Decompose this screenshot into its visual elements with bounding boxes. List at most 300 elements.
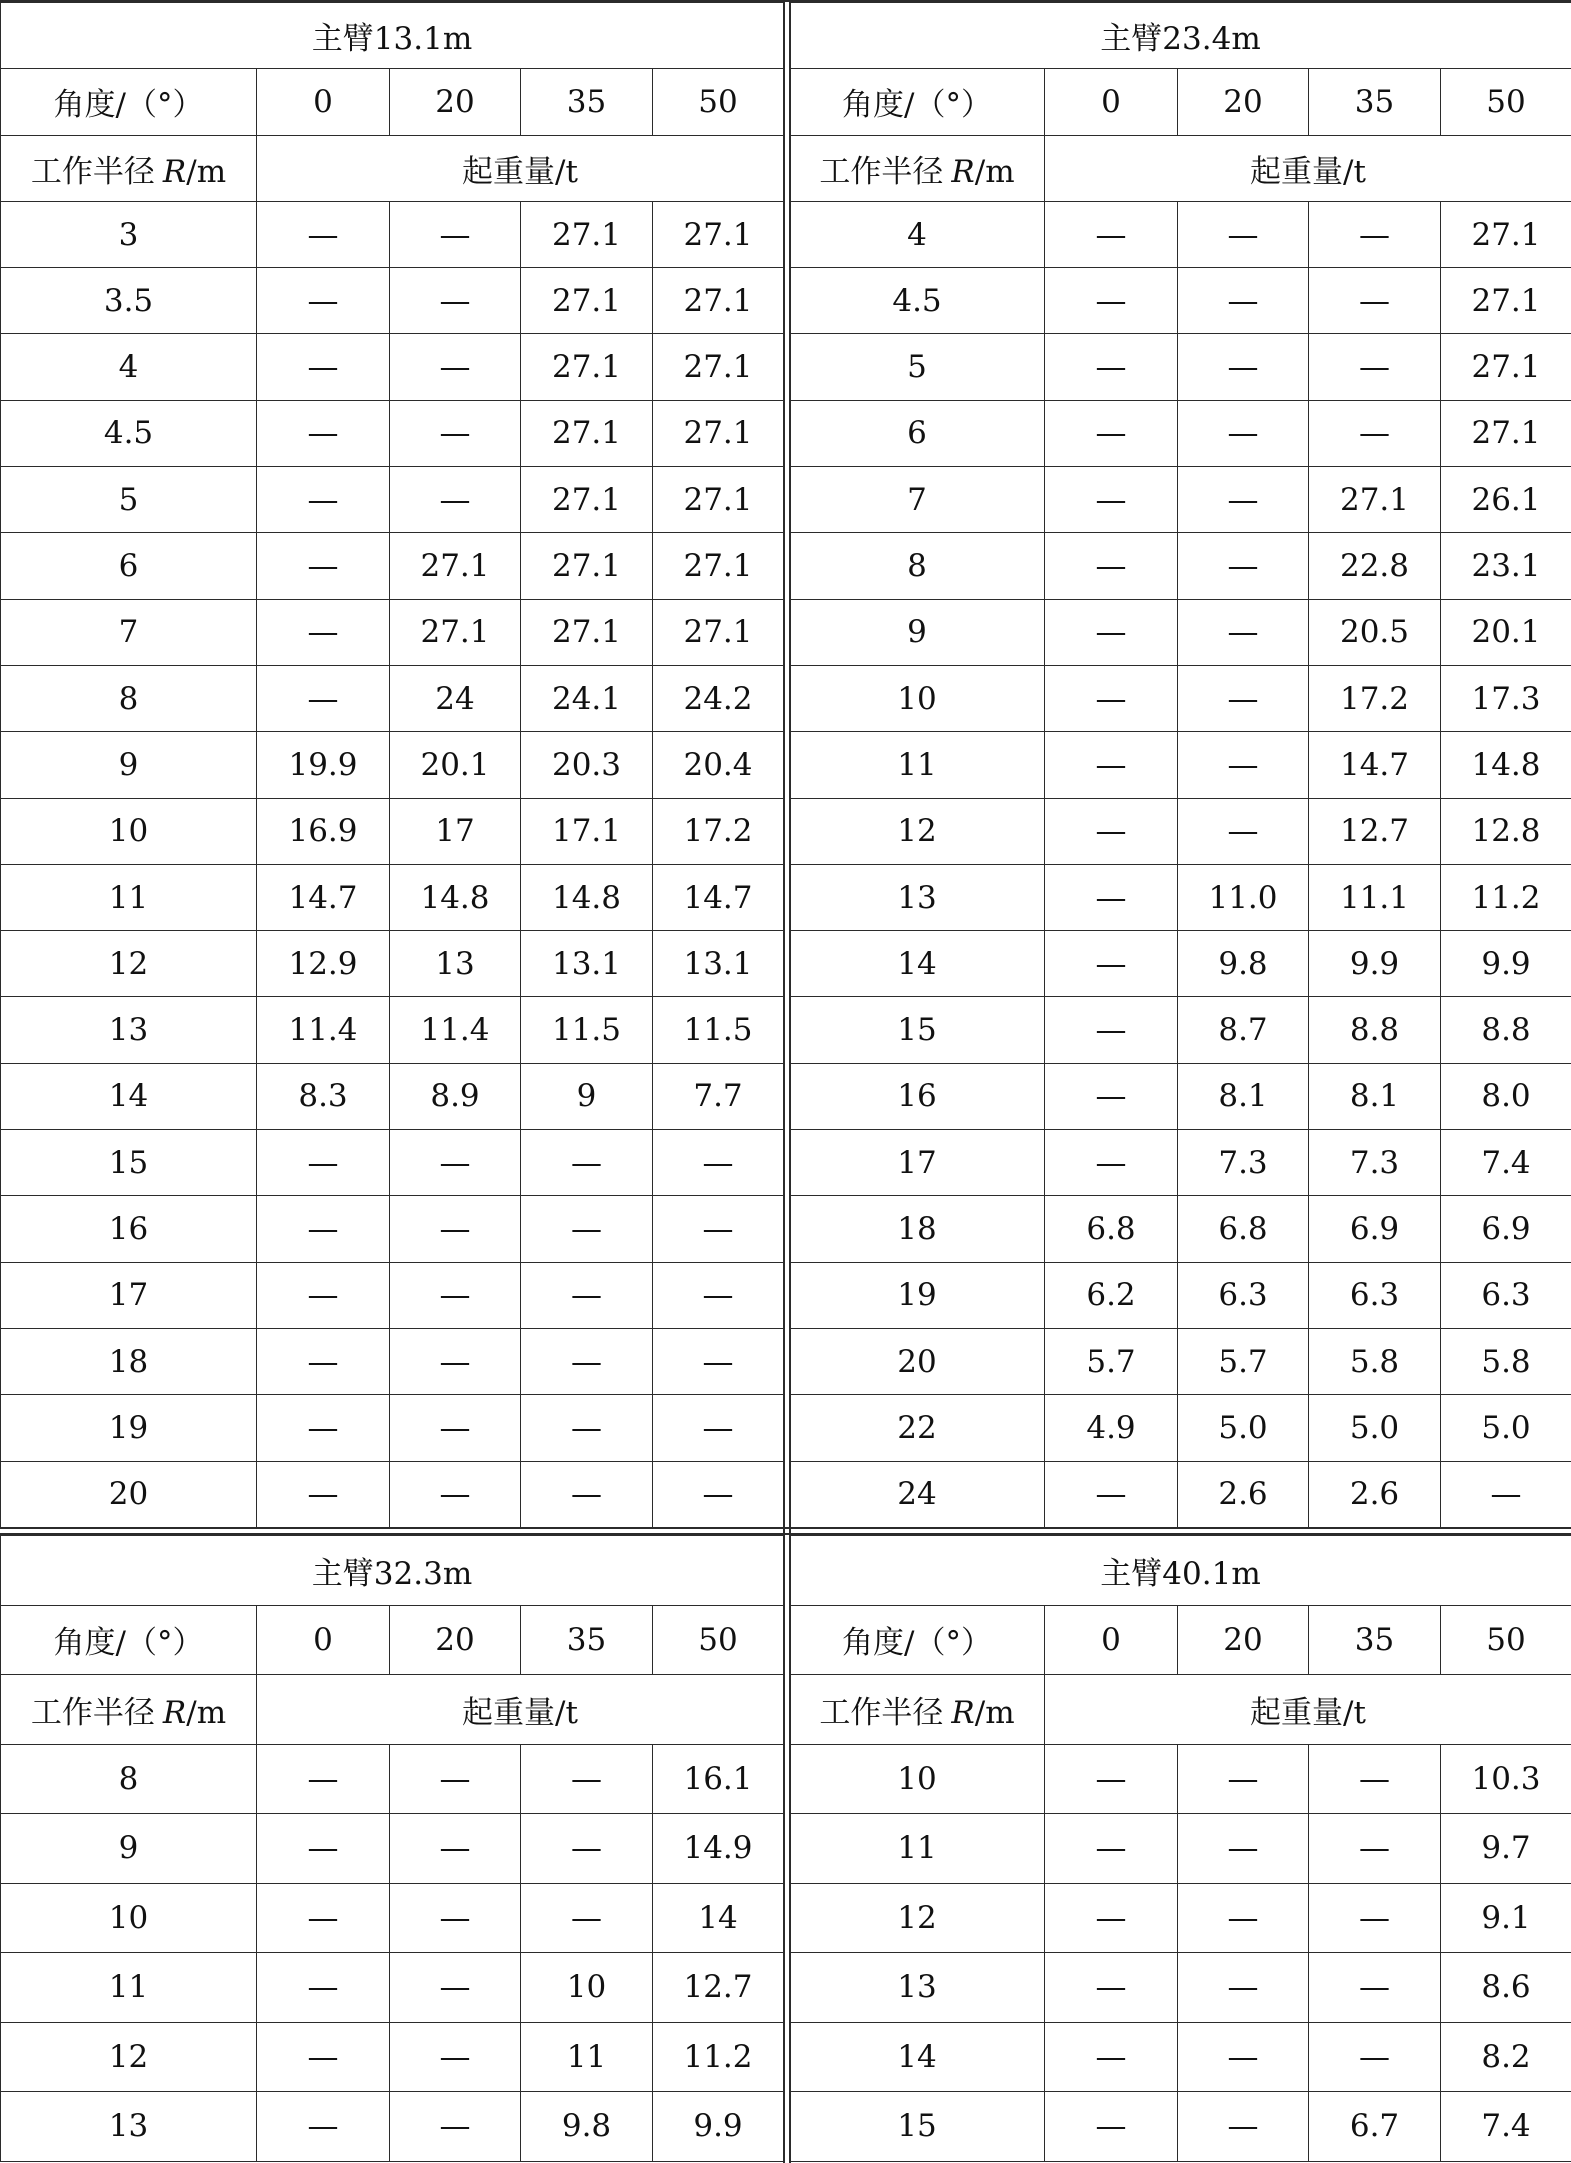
capacity-cell: — — [257, 533, 390, 599]
capacity-cell: — — [1045, 1063, 1178, 1129]
capacity-cell: 27.1 — [1441, 334, 1571, 400]
capacity-cell: — — [390, 467, 521, 533]
capacity-cell: 27.1 — [521, 599, 653, 665]
angle-value: 0 — [257, 1605, 390, 1675]
radius-capacity-header-row — [790, 1675, 1571, 1745]
capacity-cell: — — [521, 1883, 653, 1953]
radius-cell: 11 — [790, 1814, 1045, 1884]
capacity-cell: 20.3 — [521, 732, 653, 798]
angle-label: 角度/（°） — [1, 69, 257, 135]
capacity-cell: — — [521, 1328, 653, 1394]
capacity-cell: 27.1 — [1309, 467, 1441, 533]
capacity-cell: — — [1045, 732, 1178, 798]
capacity-cell: 5.7 — [1178, 1328, 1309, 1394]
load-table-boom-32-3m — [0, 1535, 784, 2162]
radius-cell: 3.5 — [1, 268, 257, 334]
capacity-cell: 5.8 — [1441, 1328, 1571, 1394]
capacity-cell: — — [1178, 599, 1309, 665]
capacity-cell: 9 — [521, 1063, 653, 1129]
radius-unit: /m — [974, 153, 1015, 190]
capacity-cell: 27.1 — [521, 467, 653, 533]
capacity-cell: 12.7 — [653, 1953, 784, 2023]
radius-cell: 7 — [1, 599, 257, 665]
table-row — [790, 931, 1571, 997]
capacity-label: 起重量/t — [257, 135, 784, 201]
capacity-cell: — — [1309, 1953, 1441, 2023]
capacity-cell: 27.1 — [653, 201, 784, 267]
capacity-cell: 27.1 — [653, 599, 784, 665]
capacity-cell: — — [1045, 1814, 1178, 1884]
capacity-cell: — — [1045, 1130, 1178, 1196]
radius-cell: 7 — [790, 467, 1045, 533]
table-row — [790, 665, 1571, 731]
radius-cell: 8 — [790, 533, 1045, 599]
capacity-cell: 7.3 — [1309, 1130, 1441, 1196]
capacity-cell: — — [257, 400, 390, 466]
load-table-boom-40-1m — [789, 1535, 1571, 2162]
capacity-cell: 27.1 — [1441, 268, 1571, 334]
capacity-cell: 13.1 — [521, 931, 653, 997]
boom-length-title: 主臂32.3m — [1, 1536, 784, 1606]
radius-label — [1, 135, 257, 201]
capacity-cell: 23.1 — [1441, 533, 1571, 599]
capacity-cell: 2.6 — [1309, 1461, 1441, 1527]
capacity-cell: 24.1 — [521, 665, 653, 731]
table-row — [790, 1883, 1571, 1953]
capacity-cell: — — [390, 1883, 521, 1953]
angle-value: 35 — [1309, 69, 1441, 135]
capacity-cell: 7.3 — [1178, 1130, 1309, 1196]
table-row — [790, 201, 1571, 267]
capacity-cell: — — [257, 1461, 390, 1527]
capacity-cell: 17.2 — [1309, 665, 1441, 731]
radius-cell: 12 — [790, 1883, 1045, 1953]
capacity-cell: — — [1045, 268, 1178, 334]
table-row — [790, 864, 1571, 930]
table-row — [1, 1063, 784, 1129]
capacity-cell: 8.0 — [1441, 1063, 1571, 1129]
capacity-cell: — — [257, 665, 390, 731]
capacity-cell: — — [1309, 400, 1441, 466]
capacity-cell: 9.9 — [653, 2092, 784, 2162]
radius-label — [1, 1675, 257, 1745]
capacity-cell: 9.7 — [1441, 1814, 1571, 1884]
angle-header-row — [1, 1605, 784, 1675]
capacity-cell: — — [257, 268, 390, 334]
table-row — [1, 334, 784, 400]
table-row — [790, 1063, 1571, 1129]
capacity-cell: — — [390, 400, 521, 466]
table-row — [790, 997, 1571, 1063]
capacity-cell: — — [257, 1262, 390, 1328]
capacity-cell: — — [1045, 931, 1178, 997]
capacity-cell: — — [1045, 467, 1178, 533]
capacity-cell: — — [1045, 533, 1178, 599]
capacity-cell: 6.8 — [1178, 1196, 1309, 1262]
capacity-cell: 7.4 — [1441, 1130, 1571, 1196]
capacity-cell: — — [1178, 268, 1309, 334]
capacity-cell: — — [1045, 599, 1178, 665]
capacity-cell: — — [390, 1328, 521, 1394]
angle-value: 0 — [257, 69, 390, 135]
capacity-cell: 9.1 — [1441, 1883, 1571, 1953]
table-row — [790, 1814, 1571, 1884]
angle-header-row — [790, 69, 1571, 135]
capacity-cell: 8.8 — [1309, 997, 1441, 1063]
table-row — [790, 400, 1571, 466]
boom-length-title: 主臂40.1m — [790, 1536, 1571, 1606]
capacity-cell: — — [257, 2092, 390, 2162]
capacity-cell: 14.9 — [653, 1814, 784, 1884]
capacity-cell: 17.3 — [1441, 665, 1571, 731]
capacity-cell: — — [1045, 997, 1178, 1063]
table-row — [1, 1130, 784, 1196]
radius-cell: 9 — [1, 1814, 257, 1884]
radius-cell: 12 — [790, 798, 1045, 864]
radius-unit: /m — [974, 1694, 1015, 1731]
title-row — [790, 1536, 1571, 1606]
capacity-cell: 9.9 — [1441, 931, 1571, 997]
capacity-cell: 6.2 — [1045, 1262, 1178, 1328]
capacity-cell: 5.8 — [1309, 1328, 1441, 1394]
angle-value: 20 — [390, 69, 521, 135]
boom-length-title: 主臂13.1m — [1, 3, 784, 69]
capacity-cell: — — [653, 1328, 784, 1394]
capacity-cell: — — [1045, 334, 1178, 400]
capacity-cell: 8.7 — [1178, 997, 1309, 1063]
angle-label: 角度/（°） — [790, 69, 1045, 135]
table-row — [1, 1328, 784, 1394]
capacity-cell: 14.8 — [390, 864, 521, 930]
radius-cell: 10 — [790, 1744, 1045, 1814]
capacity-cell: 17.1 — [521, 798, 653, 864]
capacity-cell: 12.8 — [1441, 798, 1571, 864]
capacity-cell: — — [521, 1461, 653, 1527]
capacity-cell: 8.9 — [390, 1063, 521, 1129]
radius-capacity-header-row — [1, 135, 784, 201]
capacity-cell: 5.0 — [1178, 1395, 1309, 1461]
capacity-cell: — — [390, 1461, 521, 1527]
capacity-cell: 9.8 — [521, 2092, 653, 2162]
capacity-cell: 12.7 — [1309, 798, 1441, 864]
angle-value: 35 — [521, 1605, 653, 1675]
load-table-boom-13-1m — [0, 2, 784, 1528]
capacity-cell: — — [1178, 201, 1309, 267]
capacity-cell: 27.1 — [653, 268, 784, 334]
table-row — [1, 931, 784, 997]
capacity-cell: — — [1178, 1953, 1309, 2023]
capacity-cell: 9.8 — [1178, 931, 1309, 997]
capacity-cell: — — [1178, 2022, 1309, 2092]
capacity-cell: — — [390, 1130, 521, 1196]
capacity-cell: 27.1 — [521, 334, 653, 400]
capacity-cell: — — [1045, 1953, 1178, 2023]
load-table-boom-23-4m — [789, 2, 1571, 1528]
capacity-cell: — — [1178, 2092, 1309, 2162]
radius-cell: 10 — [790, 665, 1045, 731]
capacity-cell: 11 — [521, 2022, 653, 2092]
angle-value: 50 — [653, 69, 784, 135]
radius-cell: 22 — [790, 1395, 1045, 1461]
angle-value: 50 — [1441, 1605, 1571, 1675]
radius-cell: 18 — [790, 1196, 1045, 1262]
capacity-label: 起重量/t — [1045, 1675, 1571, 1745]
capacity-cell: 10 — [521, 1953, 653, 2023]
radius-cell: 15 — [790, 2092, 1045, 2162]
angle-value: 50 — [653, 1605, 784, 1675]
capacity-cell: — — [390, 1262, 521, 1328]
capacity-cell: 17 — [390, 798, 521, 864]
capacity-cell: 27.1 — [390, 599, 521, 665]
radius-symbol: R — [951, 153, 975, 190]
capacity-cell: — — [1309, 201, 1441, 267]
capacity-cell: — — [257, 467, 390, 533]
radius-cell: 4 — [1, 334, 257, 400]
capacity-cell: — — [1178, 1883, 1309, 1953]
angle-value: 0 — [1045, 69, 1178, 135]
capacity-cell: — — [1178, 400, 1309, 466]
capacity-cell: 11.2 — [653, 2022, 784, 2092]
capacity-cell: 27.1 — [1441, 201, 1571, 267]
radius-capacity-header-row — [790, 135, 1571, 201]
capacity-cell: — — [257, 334, 390, 400]
capacity-cell: 10.3 — [1441, 1744, 1571, 1814]
vertical-double-rule — [789, 2, 791, 2163]
capacity-label: 起重量/t — [257, 1675, 784, 1745]
capacity-cell: 8.2 — [1441, 2022, 1571, 2092]
capacity-cell: — — [1178, 1814, 1309, 1884]
capacity-cell: 14.7 — [257, 864, 390, 930]
capacity-cell: 20.4 — [653, 732, 784, 798]
radius-cell: 24 — [790, 1461, 1045, 1527]
radius-cell: 10 — [1, 1883, 257, 1953]
capacity-cell: — — [257, 1814, 390, 1884]
capacity-cell: — — [1178, 1744, 1309, 1814]
radius-cell: 5 — [1, 467, 257, 533]
capacity-cell: 16.1 — [653, 1744, 784, 1814]
table-row — [1, 467, 784, 533]
table-row — [790, 467, 1571, 533]
capacity-cell: 8.1 — [1309, 1063, 1441, 1129]
capacity-cell: 14.8 — [1441, 732, 1571, 798]
capacity-cell: — — [521, 1196, 653, 1262]
capacity-cell: 7.4 — [1441, 2092, 1571, 2162]
capacity-cell: — — [653, 1262, 784, 1328]
table-row — [790, 268, 1571, 334]
capacity-cell: 11.2 — [1441, 864, 1571, 930]
capacity-cell: — — [653, 1130, 784, 1196]
table-row — [1, 1461, 784, 1527]
capacity-cell: 24.2 — [653, 665, 784, 731]
capacity-cell: 27.1 — [390, 533, 521, 599]
table-row — [1, 1814, 784, 1884]
capacity-cell: 9.9 — [1309, 931, 1441, 997]
table-row — [1, 798, 784, 864]
capacity-cell: — — [390, 1196, 521, 1262]
capacity-cell: — — [1045, 2022, 1178, 2092]
capacity-cell: 14.8 — [521, 864, 653, 930]
radius-cell: 14 — [1, 1063, 257, 1129]
radius-label — [790, 1675, 1045, 1745]
radius-capacity-header-row — [1, 1675, 784, 1745]
capacity-cell: — — [390, 2022, 521, 2092]
capacity-cell: 14.7 — [653, 864, 784, 930]
capacity-cell: — — [653, 1395, 784, 1461]
capacity-cell: — — [521, 1744, 653, 1814]
radius-label-text: 工作半径 — [30, 1694, 155, 1731]
angle-value: 50 — [1441, 69, 1571, 135]
capacity-cell: 12.9 — [257, 931, 390, 997]
radius-label — [790, 135, 1045, 201]
capacity-cell: 27.1 — [521, 268, 653, 334]
capacity-cell: — — [1178, 798, 1309, 864]
table-row — [790, 1461, 1571, 1527]
capacity-cell: 11.1 — [1309, 864, 1441, 930]
radius-cell: 16 — [1, 1196, 257, 1262]
angle-label: 角度/（°） — [790, 1605, 1045, 1675]
radius-cell: 6 — [790, 400, 1045, 466]
capacity-cell: — — [390, 268, 521, 334]
capacity-cell: 16.9 — [257, 798, 390, 864]
capacity-cell: — — [521, 1395, 653, 1461]
capacity-cell: 8.8 — [1441, 997, 1571, 1063]
capacity-cell: — — [257, 2022, 390, 2092]
capacity-cell: 19.9 — [257, 732, 390, 798]
table-row — [1, 1953, 784, 2023]
capacity-cell: — — [1178, 732, 1309, 798]
radius-symbol: R — [951, 1694, 975, 1731]
table-row — [1, 201, 784, 267]
capacity-cell: 6.3 — [1441, 1262, 1571, 1328]
capacity-cell: — — [1045, 864, 1178, 930]
capacity-cell: — — [1309, 268, 1441, 334]
capacity-cell: 24 — [390, 665, 521, 731]
radius-cell: 4 — [790, 201, 1045, 267]
top-rule — [0, 0, 1571, 2]
table-row — [790, 1262, 1571, 1328]
capacity-cell: 11.5 — [653, 997, 784, 1063]
capacity-cell: 27.1 — [521, 400, 653, 466]
capacity-cell: — — [521, 1130, 653, 1196]
capacity-cell: 6.3 — [1178, 1262, 1309, 1328]
capacity-cell: — — [257, 201, 390, 267]
capacity-cell: — — [257, 1328, 390, 1394]
table-row — [1, 1395, 784, 1461]
table-row — [790, 1328, 1571, 1394]
table-row — [790, 732, 1571, 798]
table-row — [790, 798, 1571, 864]
capacity-cell: 5.0 — [1441, 1395, 1571, 1461]
capacity-cell: 6.8 — [1045, 1196, 1178, 1262]
radius-cell: 20 — [1, 1461, 257, 1527]
angle-value: 20 — [1178, 1605, 1309, 1675]
capacity-cell: — — [390, 1814, 521, 1884]
capacity-cell: — — [390, 334, 521, 400]
capacity-cell: 14 — [653, 1883, 784, 1953]
capacity-cell: 14.7 — [1309, 732, 1441, 798]
table-row — [1, 732, 784, 798]
radius-cell: 17 — [1, 1262, 257, 1328]
title-row — [1, 1536, 784, 1606]
capacity-cell: — — [1045, 665, 1178, 731]
title-row — [1, 3, 784, 69]
table-row — [790, 2092, 1571, 2162]
table-row — [790, 1395, 1571, 1461]
capacity-cell: — — [521, 1262, 653, 1328]
capacity-cell: 5.7 — [1045, 1328, 1178, 1394]
capacity-cell: — — [257, 1744, 390, 1814]
radius-unit: /m — [186, 153, 227, 190]
capacity-cell: — — [653, 1461, 784, 1527]
table-row — [1, 864, 784, 930]
vertical-double-rule — [783, 2, 785, 2163]
capacity-cell: — — [653, 1196, 784, 1262]
capacity-cell: 17.2 — [653, 798, 784, 864]
radius-cell: 8 — [1, 1744, 257, 1814]
capacity-cell: 20.1 — [390, 732, 521, 798]
capacity-cell: — — [1178, 334, 1309, 400]
table-row — [1, 400, 784, 466]
angle-value: 20 — [1178, 69, 1309, 135]
radius-cell: 15 — [1, 1130, 257, 1196]
capacity-cell: — — [1441, 1461, 1571, 1527]
table-row — [1, 1883, 784, 1953]
radius-label-text: 工作半径 — [30, 153, 155, 190]
capacity-cell: — — [1045, 400, 1178, 466]
capacity-cell: 20.5 — [1309, 599, 1441, 665]
capacity-cell: 7.7 — [653, 1063, 784, 1129]
capacity-cell: — — [1178, 467, 1309, 533]
capacity-cell: 27.1 — [653, 400, 784, 466]
capacity-cell: 13.1 — [653, 931, 784, 997]
radius-cell: 13 — [1, 2092, 257, 2162]
horizontal-double-rule — [0, 1533, 1571, 1535]
capacity-cell: — — [257, 1196, 390, 1262]
table-row — [1, 2092, 784, 2162]
radius-cell: 16 — [790, 1063, 1045, 1129]
capacity-label: 起重量/t — [1045, 135, 1571, 201]
capacity-cell: — — [390, 201, 521, 267]
table-row — [1, 599, 784, 665]
radius-cell: 8 — [1, 665, 257, 731]
radius-cell: 3 — [1, 201, 257, 267]
radius-cell: 13 — [1, 997, 257, 1063]
capacity-cell: — — [521, 1814, 653, 1884]
radius-unit: /m — [186, 1694, 227, 1731]
capacity-cell: 11.4 — [390, 997, 521, 1063]
radius-cell: 6 — [1, 533, 257, 599]
table-row — [790, 1953, 1571, 2023]
angle-header-row — [1, 69, 784, 135]
table-row — [1, 268, 784, 334]
table-row — [1, 533, 784, 599]
capacity-cell: 27.1 — [653, 533, 784, 599]
table-row — [1, 1196, 784, 1262]
capacity-cell: — — [257, 599, 390, 665]
radius-cell: 17 — [790, 1130, 1045, 1196]
capacity-cell: 8.1 — [1178, 1063, 1309, 1129]
radius-cell: 9 — [790, 599, 1045, 665]
table-row — [790, 1196, 1571, 1262]
radius-cell: 19 — [1, 1395, 257, 1461]
capacity-cell: — — [257, 1953, 390, 2023]
capacity-cell: 11.4 — [257, 997, 390, 1063]
radius-cell: 13 — [790, 1953, 1045, 2023]
radius-cell: 14 — [790, 2022, 1045, 2092]
capacity-cell: 6.7 — [1309, 2092, 1441, 2162]
radius-cell: 11 — [1, 1953, 257, 2023]
capacity-cell: — — [1178, 665, 1309, 731]
